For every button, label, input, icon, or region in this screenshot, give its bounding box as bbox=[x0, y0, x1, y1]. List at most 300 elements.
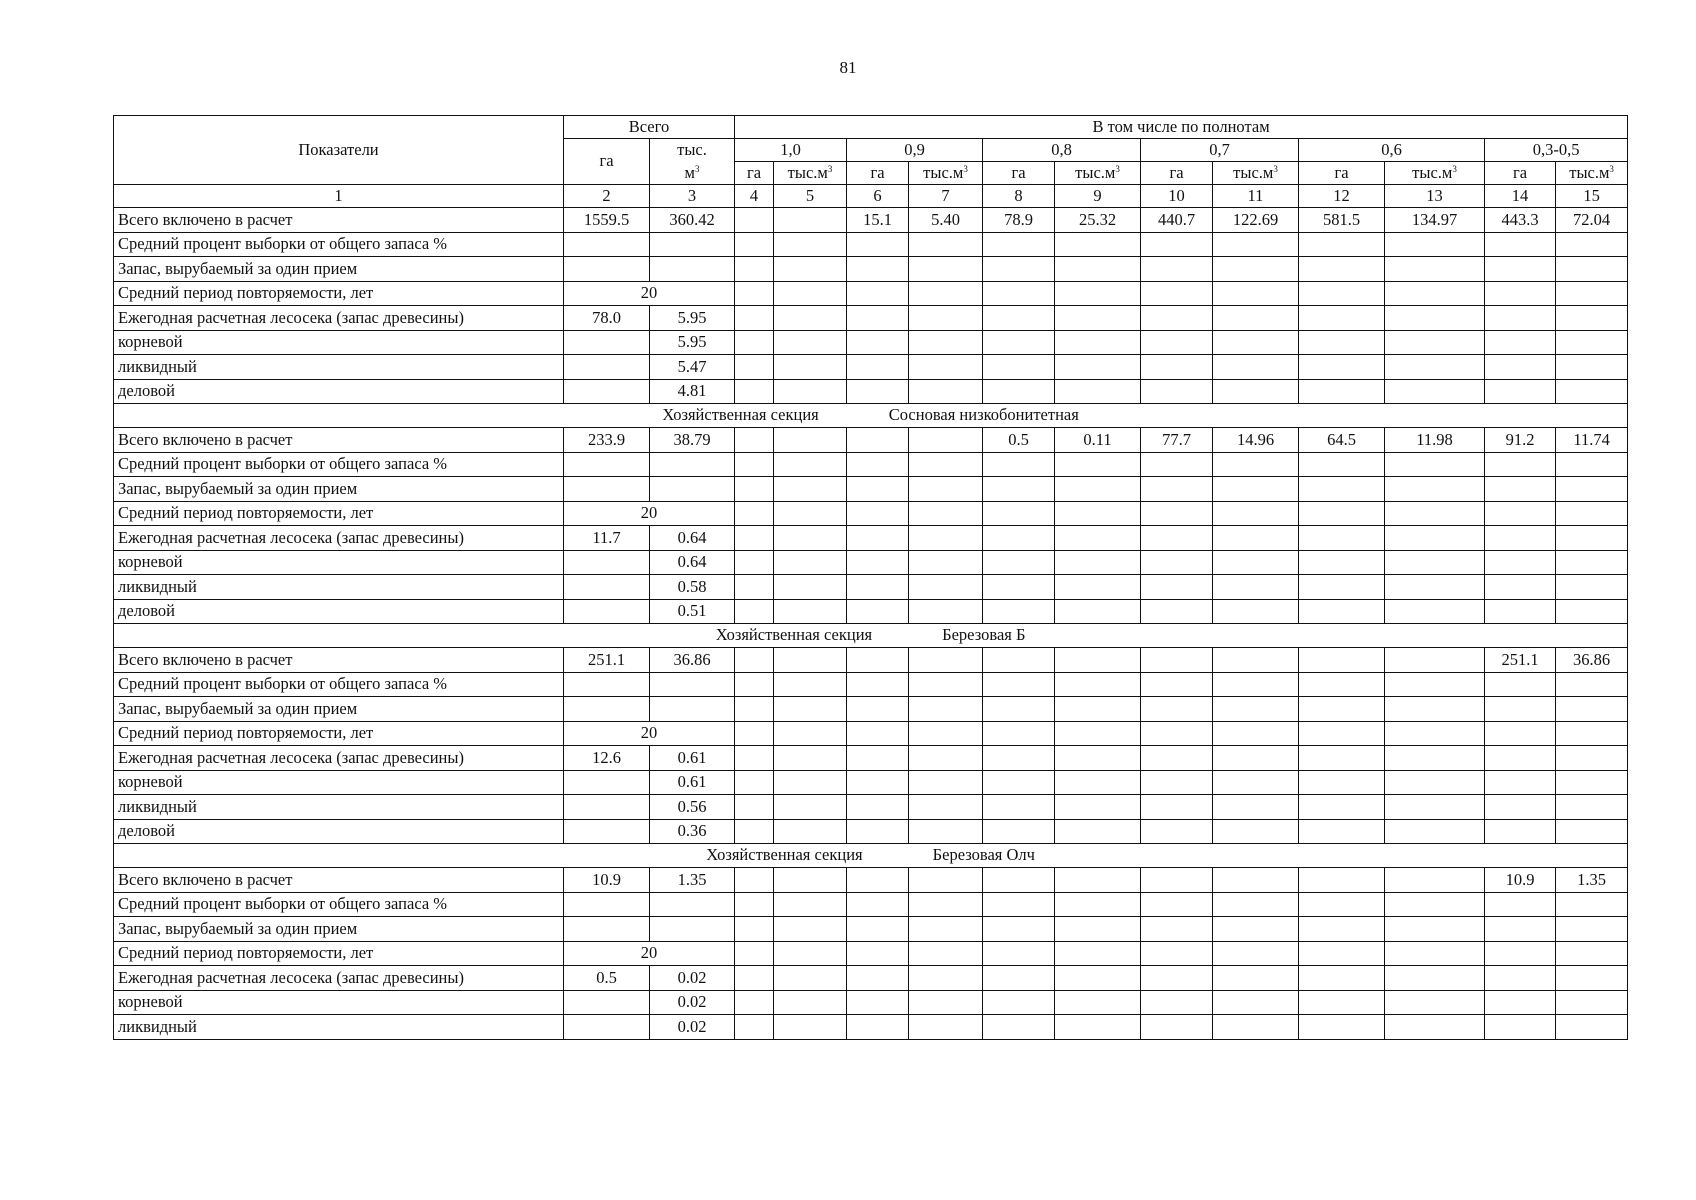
value-cell bbox=[1141, 868, 1213, 893]
table-row bbox=[114, 355, 1628, 380]
header-density-2: 0,8 bbox=[983, 139, 1141, 162]
row-label: деловой bbox=[114, 379, 564, 404]
section-header bbox=[114, 624, 1628, 648]
table-cell bbox=[1556, 575, 1628, 600]
table-cell bbox=[909, 1015, 983, 1040]
table-cell bbox=[1299, 281, 1385, 306]
value-cell: 0.61 bbox=[650, 770, 735, 795]
table-cell bbox=[774, 550, 847, 575]
table-cell bbox=[1385, 257, 1485, 282]
table-cell bbox=[1213, 575, 1299, 600]
table-cell bbox=[774, 941, 847, 966]
table-cell bbox=[1485, 672, 1556, 697]
table-cell bbox=[1385, 697, 1485, 722]
table-cell bbox=[847, 379, 909, 404]
value-cell: 11.98 bbox=[1385, 428, 1485, 453]
table-cell bbox=[1055, 379, 1141, 404]
row-label: Запас, вырубаемый за один прием bbox=[114, 917, 564, 942]
table-cell bbox=[1485, 819, 1556, 844]
table-cell bbox=[1385, 379, 1485, 404]
table-cell bbox=[909, 990, 983, 1015]
column-number: 10 bbox=[1141, 185, 1213, 208]
table-cell bbox=[1556, 232, 1628, 257]
page-number: 81 bbox=[839, 58, 857, 77]
header-unit-ha: га bbox=[1485, 162, 1556, 185]
value-cell: 20 bbox=[564, 281, 735, 306]
row-label: Запас, вырубаемый за один прием bbox=[114, 697, 564, 722]
table-cell bbox=[983, 575, 1055, 600]
table-cell bbox=[1385, 990, 1485, 1015]
value-cell: 5.40 bbox=[909, 208, 983, 233]
table-cell bbox=[1141, 917, 1213, 942]
table-cell bbox=[1485, 721, 1556, 746]
table-cell bbox=[1485, 770, 1556, 795]
table-cell bbox=[650, 917, 735, 942]
table-row bbox=[114, 281, 1628, 306]
table-cell bbox=[1213, 917, 1299, 942]
table-cell bbox=[983, 770, 1055, 795]
table-cell bbox=[650, 257, 735, 282]
table-cell bbox=[909, 477, 983, 502]
value-cell: 5.95 bbox=[650, 330, 735, 355]
header-unit-volume: $тыс.м^3$ bbox=[774, 162, 847, 185]
table-cell bbox=[909, 575, 983, 600]
table-cell bbox=[564, 795, 650, 820]
row-label: Средний период повторяемости, лет bbox=[114, 501, 564, 526]
table-cell bbox=[1385, 330, 1485, 355]
table-row bbox=[114, 452, 1628, 477]
table-cell bbox=[909, 452, 983, 477]
column-number: 13 bbox=[1385, 185, 1485, 208]
table-cell bbox=[735, 257, 774, 282]
table-cell bbox=[735, 526, 774, 551]
row-label: Средний процент выборки от общего запаса % bbox=[114, 672, 564, 697]
table-cell bbox=[1141, 599, 1213, 624]
row-label: Запас, вырубаемый за один прием bbox=[114, 257, 564, 282]
value-cell: 36.86 bbox=[1556, 648, 1628, 673]
table-cell bbox=[735, 697, 774, 722]
table-row bbox=[114, 428, 1628, 453]
table-cell bbox=[774, 746, 847, 771]
table-cell bbox=[847, 1015, 909, 1040]
table-cell bbox=[909, 672, 983, 697]
table-cell bbox=[847, 599, 909, 624]
table-cell bbox=[1213, 819, 1299, 844]
value-cell: 5.47 bbox=[650, 355, 735, 380]
value-cell: 360.42 bbox=[650, 208, 735, 233]
table-cell bbox=[983, 697, 1055, 722]
table-cell bbox=[774, 990, 847, 1015]
header-indicators: Показатели bbox=[114, 116, 564, 185]
table-cell bbox=[1141, 550, 1213, 575]
table-cell bbox=[1385, 477, 1485, 502]
row-label: Средний период повторяемости, лет bbox=[114, 281, 564, 306]
value-cell: 5.95 bbox=[650, 306, 735, 331]
section-word: Хозяйственная секция bbox=[662, 405, 819, 425]
table-row bbox=[114, 917, 1628, 942]
table-cell bbox=[1485, 501, 1556, 526]
table-cell bbox=[735, 892, 774, 917]
table-cell bbox=[735, 819, 774, 844]
table-cell bbox=[774, 477, 847, 502]
table-row bbox=[114, 721, 1628, 746]
row-label: ликвидный bbox=[114, 1015, 564, 1040]
table-row bbox=[114, 232, 1628, 257]
table-cell bbox=[564, 599, 650, 624]
table-row bbox=[114, 208, 1628, 233]
table-cell bbox=[1141, 819, 1213, 844]
table-cell bbox=[1055, 306, 1141, 331]
table-cell bbox=[564, 330, 650, 355]
table-cell bbox=[1556, 1015, 1628, 1040]
table-cell bbox=[983, 746, 1055, 771]
table-cell bbox=[1385, 795, 1485, 820]
table-cell bbox=[983, 477, 1055, 502]
table-cell bbox=[1055, 281, 1141, 306]
value-cell bbox=[774, 428, 847, 453]
table-cell bbox=[847, 526, 909, 551]
table-cell bbox=[909, 232, 983, 257]
table-cell bbox=[1055, 550, 1141, 575]
table-cell bbox=[564, 379, 650, 404]
row-label: Всего включено в расчет bbox=[114, 208, 564, 233]
table-row bbox=[114, 868, 1628, 893]
value-cell: 233.9 bbox=[564, 428, 650, 453]
table-cell bbox=[909, 501, 983, 526]
table-cell bbox=[983, 795, 1055, 820]
table-cell bbox=[1485, 452, 1556, 477]
table-cell bbox=[1299, 452, 1385, 477]
table-cell bbox=[847, 795, 909, 820]
section-name: Сосновая низкобонитетная bbox=[888, 405, 1079, 425]
row-label: Всего включено в расчет bbox=[114, 868, 564, 893]
table-cell bbox=[1485, 697, 1556, 722]
table-cell bbox=[1485, 306, 1556, 331]
table-cell bbox=[1299, 477, 1385, 502]
table-cell bbox=[1385, 966, 1485, 991]
table-cell bbox=[1141, 721, 1213, 746]
table-cell bbox=[1485, 550, 1556, 575]
table-cell bbox=[1299, 990, 1385, 1015]
table-row bbox=[114, 770, 1628, 795]
table-cell bbox=[1385, 941, 1485, 966]
table-cell bbox=[1485, 966, 1556, 991]
table-cell bbox=[735, 917, 774, 942]
table-cell bbox=[1385, 575, 1485, 600]
table-cell bbox=[1213, 990, 1299, 1015]
table-cell bbox=[909, 819, 983, 844]
table-cell bbox=[909, 257, 983, 282]
table-cell bbox=[847, 819, 909, 844]
header-unit-ha: га bbox=[1141, 162, 1213, 185]
table-cell bbox=[1556, 990, 1628, 1015]
value-cell: 11.74 bbox=[1556, 428, 1628, 453]
table-cell bbox=[1213, 941, 1299, 966]
table-cell bbox=[983, 672, 1055, 697]
table-cell bbox=[1213, 281, 1299, 306]
table-cell bbox=[1213, 550, 1299, 575]
table-cell bbox=[1055, 575, 1141, 600]
table-cell bbox=[564, 257, 650, 282]
row-label: Всего включено в расчет bbox=[114, 428, 564, 453]
table-cell bbox=[1385, 672, 1485, 697]
value-cell bbox=[1141, 648, 1213, 673]
table-cell bbox=[1055, 526, 1141, 551]
value-cell: 122.69 bbox=[1213, 208, 1299, 233]
value-cell: 0.61 bbox=[650, 746, 735, 771]
header-density-5: 0,3-0,5 bbox=[1485, 139, 1628, 162]
table-cell bbox=[774, 355, 847, 380]
table-cell bbox=[1299, 966, 1385, 991]
value-cell: 134.97 bbox=[1385, 208, 1485, 233]
table-cell bbox=[735, 575, 774, 600]
table-cell bbox=[1055, 892, 1141, 917]
row-label: корневой bbox=[114, 550, 564, 575]
table-cell bbox=[1385, 746, 1485, 771]
table-cell bbox=[1141, 746, 1213, 771]
table-cell bbox=[1213, 330, 1299, 355]
table-cell bbox=[1385, 721, 1485, 746]
table-cell bbox=[847, 477, 909, 502]
table-cell bbox=[1556, 281, 1628, 306]
table-cell bbox=[1213, 1015, 1299, 1040]
table-cell bbox=[735, 232, 774, 257]
table-cell bbox=[1556, 526, 1628, 551]
table-cell bbox=[1485, 330, 1556, 355]
column-number: 8 bbox=[983, 185, 1055, 208]
column-number: 9 bbox=[1055, 185, 1141, 208]
table-cell bbox=[564, 770, 650, 795]
table-cell bbox=[1385, 232, 1485, 257]
table-cell bbox=[1213, 257, 1299, 282]
value-cell bbox=[735, 868, 774, 893]
table-cell bbox=[1385, 892, 1485, 917]
table-cell bbox=[735, 990, 774, 1015]
section-word: Хозяйственная секция bbox=[715, 625, 873, 645]
table-cell bbox=[847, 501, 909, 526]
value-cell: 20 bbox=[564, 501, 735, 526]
row-label: корневой bbox=[114, 770, 564, 795]
table-cell bbox=[847, 672, 909, 697]
table-cell bbox=[1299, 379, 1385, 404]
value-cell: 72.04 bbox=[1556, 208, 1628, 233]
table-cell bbox=[735, 330, 774, 355]
header-unit-volume: $тыс.м^3$ bbox=[1385, 162, 1485, 185]
header-total: Всего bbox=[564, 116, 735, 139]
table-cell bbox=[909, 966, 983, 991]
table-cell bbox=[983, 599, 1055, 624]
value-cell bbox=[1055, 648, 1141, 673]
header-unit-volume: $тыс.м^3$ bbox=[1556, 162, 1628, 185]
table-row bbox=[114, 526, 1628, 551]
section-word: Хозяйственная секция bbox=[706, 845, 863, 865]
value-cell bbox=[1055, 868, 1141, 893]
value-cell: 0.5 bbox=[983, 428, 1055, 453]
value-cell: 10.9 bbox=[564, 868, 650, 893]
table-cell bbox=[1055, 599, 1141, 624]
table-cell bbox=[983, 892, 1055, 917]
value-cell: 78.0 bbox=[564, 306, 650, 331]
table-cell bbox=[774, 721, 847, 746]
row-label: ликвидный bbox=[114, 355, 564, 380]
table-cell bbox=[847, 892, 909, 917]
table-cell bbox=[983, 917, 1055, 942]
table-cell bbox=[909, 941, 983, 966]
table-cell bbox=[735, 966, 774, 991]
table-cell bbox=[1213, 697, 1299, 722]
table-cell bbox=[1556, 819, 1628, 844]
table-cell bbox=[1213, 966, 1299, 991]
table-cell bbox=[774, 917, 847, 942]
value-cell: 251.1 bbox=[564, 648, 650, 673]
table-cell bbox=[735, 306, 774, 331]
row-label: деловой bbox=[114, 819, 564, 844]
table-cell bbox=[847, 306, 909, 331]
table-cell bbox=[1213, 892, 1299, 917]
table-cell bbox=[1141, 452, 1213, 477]
table-cell bbox=[1556, 452, 1628, 477]
table-cell bbox=[1055, 477, 1141, 502]
value-cell bbox=[983, 868, 1055, 893]
value-cell bbox=[735, 428, 774, 453]
table-cell bbox=[735, 770, 774, 795]
table-cell bbox=[847, 746, 909, 771]
table-cell bbox=[1141, 966, 1213, 991]
table-cell bbox=[1141, 330, 1213, 355]
table-cell bbox=[847, 697, 909, 722]
table-cell bbox=[564, 452, 650, 477]
table-cell bbox=[847, 770, 909, 795]
table-row bbox=[114, 257, 1628, 282]
table-cell bbox=[564, 550, 650, 575]
table-cell bbox=[1141, 281, 1213, 306]
table-cell bbox=[1556, 550, 1628, 575]
value-cell: 0.64 bbox=[650, 526, 735, 551]
row-label: Всего включено в расчет bbox=[114, 648, 564, 673]
table-cell bbox=[1556, 746, 1628, 771]
table-cell bbox=[1556, 672, 1628, 697]
table-cell bbox=[983, 550, 1055, 575]
row-label: ликвидный bbox=[114, 575, 564, 600]
table-cell bbox=[1213, 379, 1299, 404]
column-number: 7 bbox=[909, 185, 983, 208]
table-cell bbox=[909, 379, 983, 404]
table-cell bbox=[1299, 892, 1385, 917]
table-cell bbox=[983, 721, 1055, 746]
value-cell bbox=[1213, 648, 1299, 673]
column-number: 12 bbox=[1299, 185, 1385, 208]
table-cell bbox=[1299, 599, 1385, 624]
table-cell bbox=[1556, 599, 1628, 624]
table-cell bbox=[909, 599, 983, 624]
table-cell bbox=[1485, 355, 1556, 380]
table-cell bbox=[909, 306, 983, 331]
table-cell bbox=[1485, 379, 1556, 404]
value-cell: 25.32 bbox=[1055, 208, 1141, 233]
value-cell bbox=[1385, 868, 1485, 893]
table-cell bbox=[983, 452, 1055, 477]
table-cell bbox=[735, 477, 774, 502]
value-cell: 1.35 bbox=[1556, 868, 1628, 893]
table-cell bbox=[564, 1015, 650, 1040]
table-cell bbox=[1485, 990, 1556, 1015]
table-cell bbox=[774, 330, 847, 355]
table-cell bbox=[774, 795, 847, 820]
table-cell bbox=[1485, 232, 1556, 257]
table-cell bbox=[735, 941, 774, 966]
table-cell bbox=[1556, 477, 1628, 502]
table-cell bbox=[847, 355, 909, 380]
table-cell bbox=[909, 550, 983, 575]
value-cell bbox=[774, 648, 847, 673]
table-cell bbox=[1141, 672, 1213, 697]
table-cell bbox=[1055, 917, 1141, 942]
row-label: Ежегодная расчетная лесосека (запас древесины) bbox=[114, 746, 564, 771]
section-header bbox=[114, 844, 1628, 868]
table-cell bbox=[564, 477, 650, 502]
value-cell bbox=[774, 208, 847, 233]
table-cell bbox=[1485, 477, 1556, 502]
value-cell: 20 bbox=[564, 941, 735, 966]
header-unit-ha: га bbox=[735, 162, 774, 185]
table-cell bbox=[735, 501, 774, 526]
table-cell bbox=[650, 452, 735, 477]
table-cell bbox=[1141, 306, 1213, 331]
table-cell bbox=[847, 232, 909, 257]
table-cell bbox=[1385, 770, 1485, 795]
table-cell bbox=[564, 232, 650, 257]
value-cell: 251.1 bbox=[1485, 648, 1556, 673]
table-cell bbox=[1213, 306, 1299, 331]
allowable-cut-table bbox=[113, 115, 1628, 1040]
value-cell: 20 bbox=[564, 721, 735, 746]
table-cell bbox=[1299, 306, 1385, 331]
header-unit-ha: га bbox=[983, 162, 1055, 185]
table-cell bbox=[1213, 721, 1299, 746]
table-header bbox=[114, 116, 1628, 208]
table-cell bbox=[774, 281, 847, 306]
table-cell bbox=[1141, 575, 1213, 600]
table-cell bbox=[1055, 452, 1141, 477]
table-cell bbox=[650, 672, 735, 697]
table-cell bbox=[983, 819, 1055, 844]
table-cell bbox=[909, 892, 983, 917]
table-cell bbox=[909, 795, 983, 820]
table-cell bbox=[1299, 501, 1385, 526]
table-cell bbox=[1485, 892, 1556, 917]
value-cell: 4.81 bbox=[650, 379, 735, 404]
column-number: 6 bbox=[847, 185, 909, 208]
table-cell bbox=[1055, 770, 1141, 795]
table-cell bbox=[1556, 501, 1628, 526]
table-cell bbox=[1213, 232, 1299, 257]
row-label: Ежегодная расчетная лесосека (запас древесины) bbox=[114, 306, 564, 331]
value-cell: 0.02 bbox=[650, 1015, 735, 1040]
table-cell bbox=[774, 379, 847, 404]
table-cell bbox=[1299, 795, 1385, 820]
table-cell bbox=[1213, 795, 1299, 820]
table-cell bbox=[564, 697, 650, 722]
table-row bbox=[114, 501, 1628, 526]
value-cell bbox=[909, 648, 983, 673]
row-label: ликвидный bbox=[114, 795, 564, 820]
table-cell bbox=[1556, 330, 1628, 355]
value-cell: 14.96 bbox=[1213, 428, 1299, 453]
column-number: 5 bbox=[774, 185, 847, 208]
table-cell bbox=[1213, 477, 1299, 502]
table-cell bbox=[909, 917, 983, 942]
table-cell bbox=[774, 1015, 847, 1040]
